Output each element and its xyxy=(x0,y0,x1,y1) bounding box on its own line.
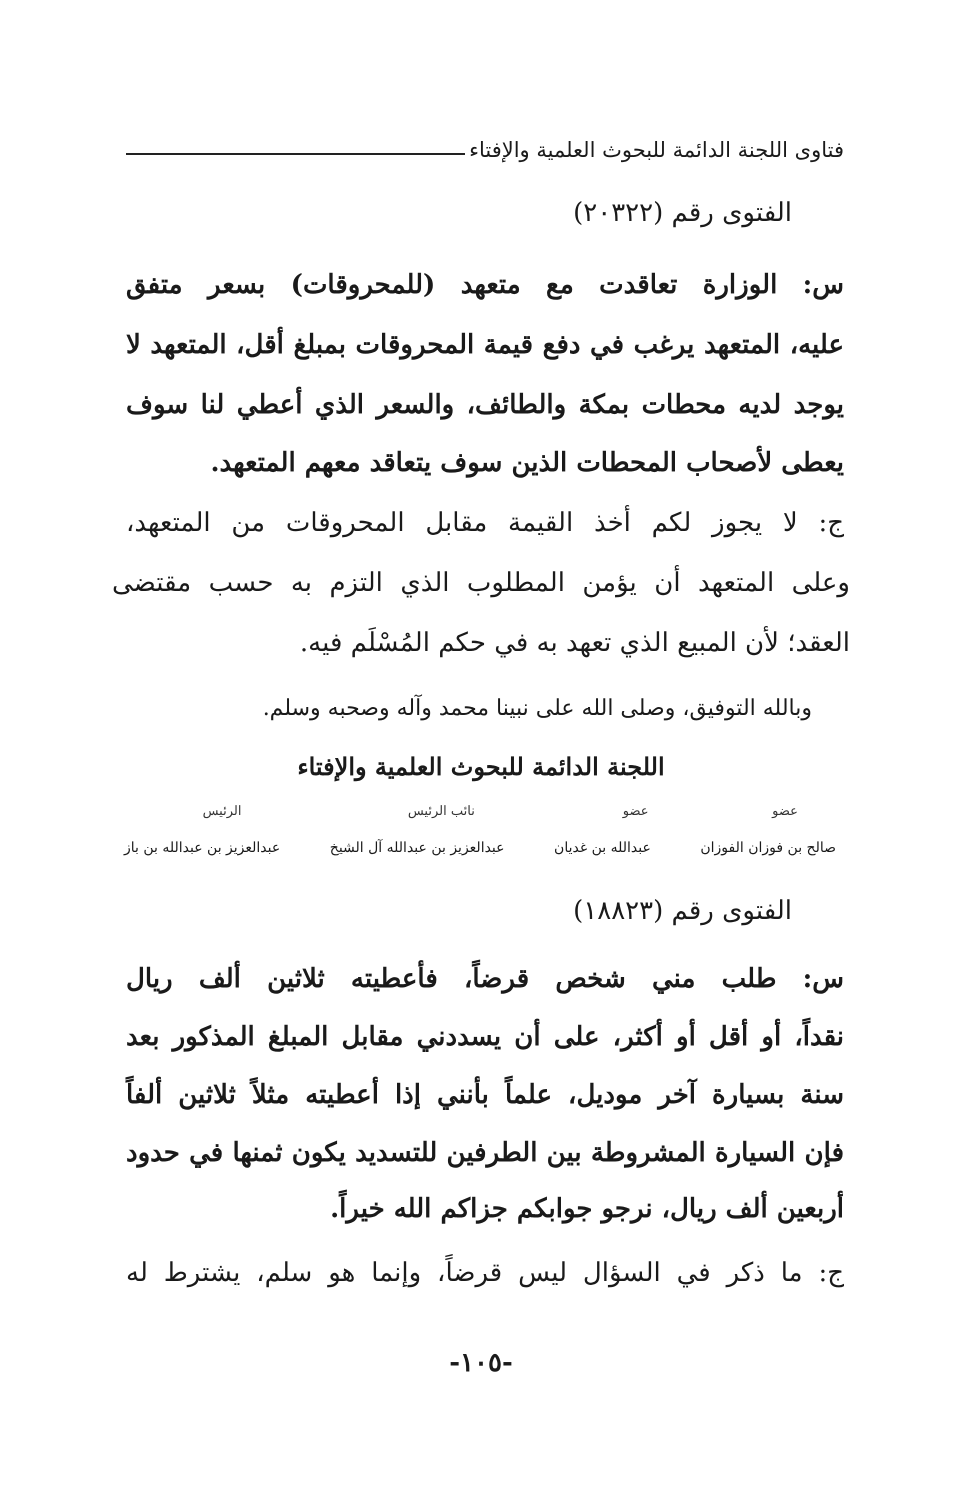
question-2-line-1: س: طلب مني شخص قرضاً، فأعطيته ثلاثين ألف ريال xyxy=(126,964,844,994)
signatory-name: عبدالله بن غديان xyxy=(554,840,651,856)
question-1-line-4: يعطى لأصحاب المحطات الذين سوف يتعاقد معهم المتعهد. xyxy=(210,448,844,478)
signatory-name: صالح بن فوزان الفوزان xyxy=(700,840,836,856)
signatory-role: نائب الرئيس xyxy=(407,804,475,819)
committee-name: اللجنة الدائمة للبحوث العلمية والإفتاء xyxy=(297,752,665,781)
answer-1-line-3: العقد؛ لأن المبيع الذي تعهد به في حكم المُسْلَم فيه. xyxy=(299,628,850,658)
answer-1-line-1: ج: لا يجوز لكم أخذ القيمة مقابل المحروقات من المتعهد، xyxy=(126,508,844,538)
question-2-line-2: نقداً، أو أقل أو أكثر، على أن يسددني مقابل المبلغ المذكور بعد xyxy=(126,1022,844,1052)
signatory-name: عبدالعزيز بن عبدالله بن باز xyxy=(124,840,281,856)
question-1-line-2: عليه، المتعهد يرغب في دفع قيمة المحروقات بمبلغ أقل، المتعهد لا xyxy=(126,330,844,360)
running-title: فتاوى اللجنة الدائمة للبحوث العلمية والإفتاء xyxy=(469,138,844,162)
signatory-names xyxy=(124,840,836,856)
signatory-role: عضو xyxy=(622,804,649,819)
fatwa-number-1: الفتوى رقم (٢٠٣٢٢) xyxy=(573,198,792,228)
question-2-line-3: سنة بسيارة آخر موديل، علماً بأنني إذا أعطيته مثلاً ثلاثين ألفاً xyxy=(126,1080,844,1110)
page-number: -١٠٥- xyxy=(449,1348,513,1378)
question-1-line-3: يوجد لديه محطات بمكة والطائف، والسعر الذي أعطي لنا سوف xyxy=(126,390,844,420)
question-2-line-4: فإن السيارة المشروطة بين الطرفين للتسديد يكون ثمنها في حدود xyxy=(126,1138,844,1168)
signatory-role: عضو xyxy=(772,804,798,819)
answer-1-line-2: وعلى المتعهد أن يؤمن المطلوب الذي التزم به حسب مقتضى xyxy=(112,568,850,598)
signatory-roles xyxy=(122,804,840,819)
signatory-name: عبدالعزيز بن عبدالله آل الشيخ xyxy=(329,840,505,856)
answer-2-line-1: ج: ما ذكر في السؤال ليس قرضاً، وإنما هو سلم، يشترط له xyxy=(126,1258,844,1288)
header-rule xyxy=(126,153,465,155)
closing-formula: وبالله التوفيق، وصلى الله على نبينا محمد وآله وصحبه وسلم. xyxy=(262,696,812,721)
question-1-line-1: س: الوزارة تعاقدت مع متعهد (للمحروقات) بسعر متفق xyxy=(126,270,844,300)
fatwa-number-2: الفتوى رقم (١٨٨٢٣) xyxy=(573,896,792,926)
question-2-line-5: أربعين ألف ريال، نرجو جوابكم جزاكم الله خيراً. xyxy=(330,1194,844,1224)
running-header xyxy=(126,122,844,162)
signatory-role: الرئيس xyxy=(202,804,242,819)
